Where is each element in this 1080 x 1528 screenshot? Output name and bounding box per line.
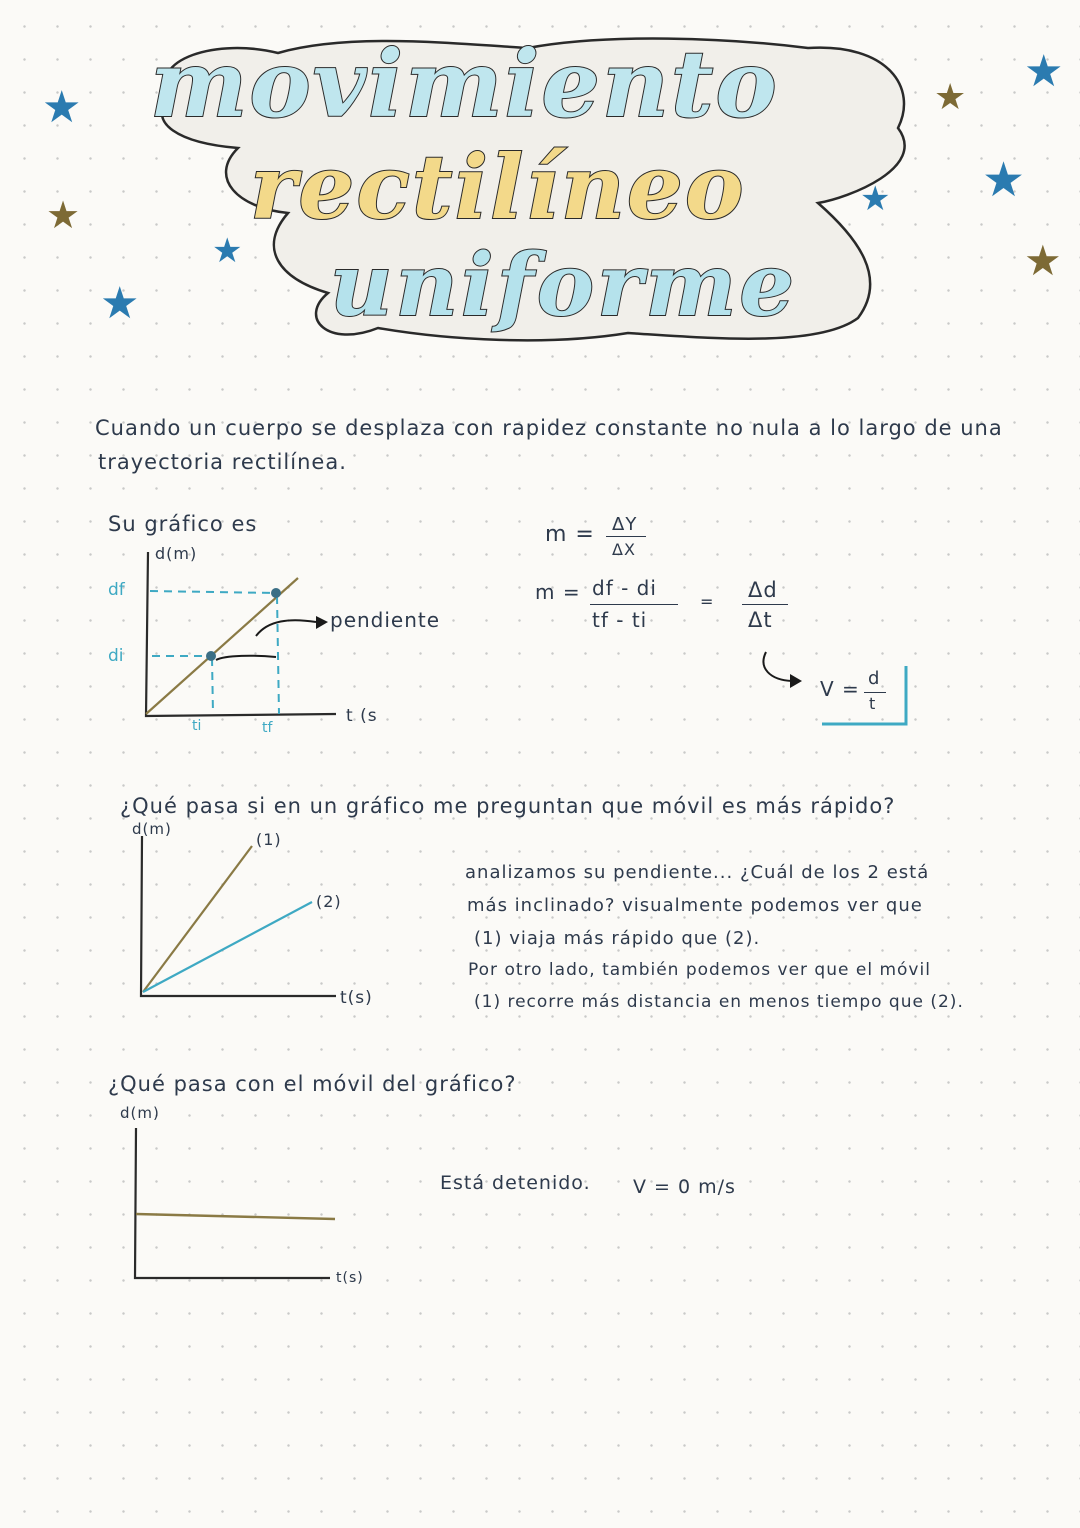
star-icon: ★ (934, 77, 967, 118)
formula-m-lhs: m = (545, 522, 595, 547)
question2-line (136, 1214, 335, 1219)
graph1-slope-label: pendiente (330, 608, 441, 632)
graph1-ti-label: ti (192, 718, 202, 734)
formula-equals: = (700, 592, 715, 611)
question2-axes (135, 1128, 330, 1278)
star-icon: ★ (100, 278, 140, 329)
formula-m3-den: Δt (748, 608, 773, 632)
formula-m-num: ΔY (612, 514, 638, 535)
intro-line-2: trayectoria rectilínea. (98, 450, 347, 474)
graph1-df-label: df (108, 580, 125, 600)
question1-answer-line-3: (1) viaja más rápido que (2). (474, 928, 761, 949)
question1-text: ¿Qué pasa si en un gráfico me preguntan que móvil es más rápido? (120, 794, 896, 818)
star-icon: ★ (212, 231, 243, 271)
title-line-1: movimiento (150, 30, 779, 138)
question1-series2-label: (2) (316, 892, 342, 911)
formula-v-den: t (869, 694, 877, 713)
star-icon: ★ (1024, 46, 1064, 97)
formula-m2-num: df - di (592, 576, 657, 600)
formula-m2-den: tf - ti (592, 608, 648, 632)
formula-v-lhs: V = (820, 677, 860, 701)
question2-velocity: V = 0 m/s (633, 1176, 736, 1198)
formula-m2-lhs: m = (535, 580, 581, 604)
question2-ylabel: d(m) (120, 1104, 160, 1122)
star-icon: ★ (860, 179, 891, 219)
formula-v-num: d (868, 668, 881, 689)
title-line-2: rectilíneo (250, 135, 746, 239)
question1-answer-line-2: más inclinado? visualmente podemos ver que (467, 895, 923, 916)
title-line-3: uniforme (330, 235, 798, 336)
question2-answer: Está detenido. (440, 1172, 591, 1194)
star-icon: ★ (1024, 236, 1062, 285)
question2-xlabel: t(s) (336, 1270, 364, 1286)
formula-m3-num: Δd (748, 578, 778, 602)
star-icon: ★ (46, 193, 81, 237)
question1-answer-line-1: analizamos su pendiente... ¿Cuál de los 2 está (465, 862, 930, 883)
star-icon: ★ (982, 152, 1026, 208)
question1-ylabel: d(m) (132, 820, 172, 838)
graph1-di-label: di (108, 646, 124, 666)
question1-answer-line-5: (1) recorre más distancia en menos tiempo que (2). (474, 992, 964, 1012)
graph1-xlabel: t (s (346, 706, 378, 726)
question1-answer-line-4: Por otro lado, también podemos ver que el móvil (468, 960, 931, 980)
graph1-caption: Su gráfico es (108, 512, 258, 536)
question2-text: ¿Qué pasa con el móvil del gráfico? (108, 1072, 517, 1096)
graph1-ylabel: d(m) (155, 544, 198, 563)
question1-xlabel: t(s) (340, 988, 373, 1008)
graph1-tf-label: tf (262, 720, 273, 736)
formula-m-den: ΔX (612, 540, 636, 559)
intro-line-1: Cuando un cuerpo se desplaza con rapidez constante no nula a lo largo de una (95, 416, 1003, 440)
star-icon: ★ (42, 82, 82, 133)
question1-series1-label: (1) (256, 830, 282, 849)
